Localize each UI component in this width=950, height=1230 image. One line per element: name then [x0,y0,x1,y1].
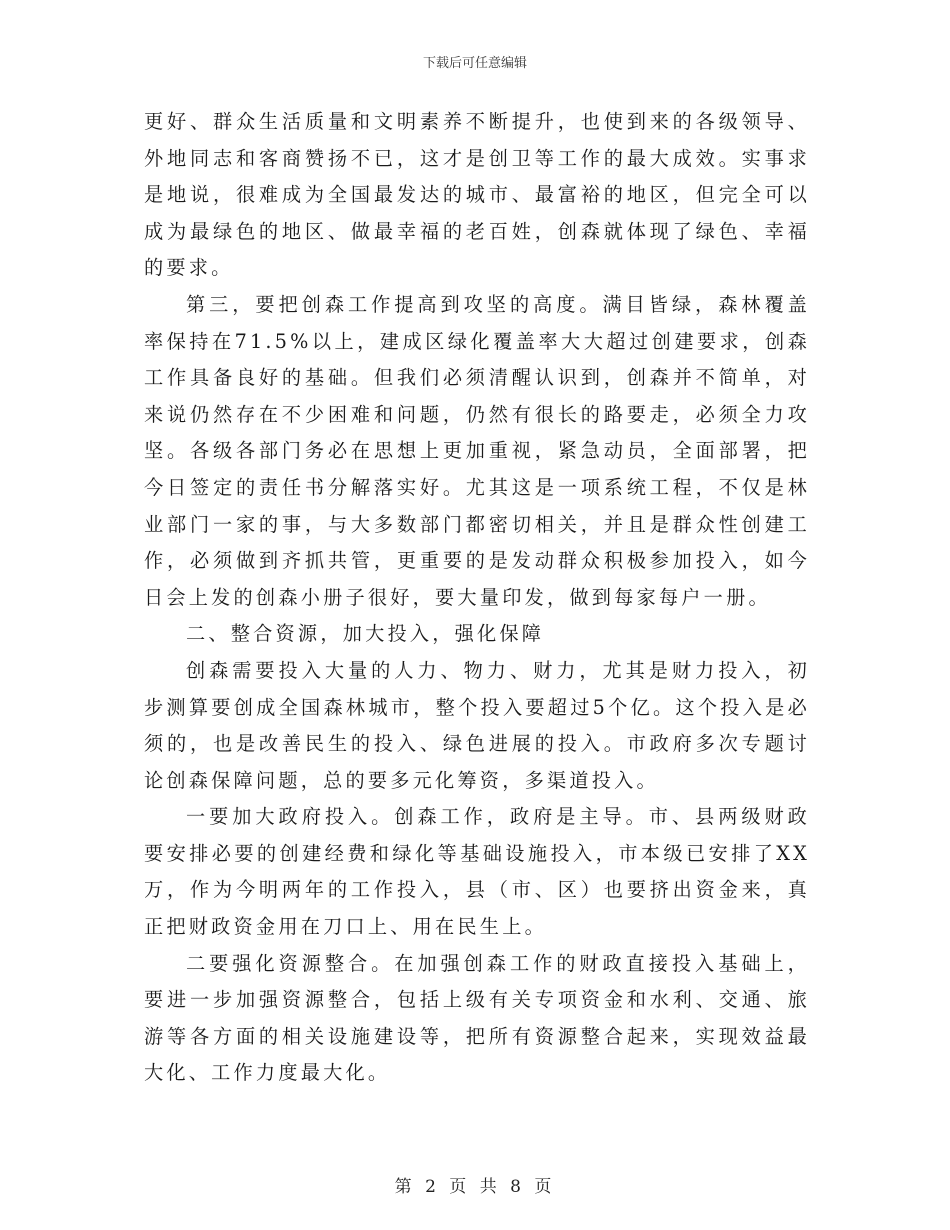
paragraph-1: 更好、群众生活质量和文明素养不断提升，也使到来的各级领导、外地同志和客商赞扬不已，这才是创卫等工作的最大成效。实事求是地说，很难成为全国最发达的城市、最富裕的地区，但完全可以成为最绿色的地区、做最幸福的老百姓，创森就体现了绿色、幸福的要求。 [144,110,810,280]
paragraph-5: 二要强化资源整合。在加强创森工作的财政直接投入基础上，要进一步加强资源整合，包括上级有关专项资金和水利、交通、旅游等各方面的相关设施建设等，把所有资源整合起来，实现效益最大化、工作力度最大化。 [144,951,810,1085]
page-footer: 第 2 页 共 8 页 [394,1177,556,1197]
section-heading: 二、整合资源，加大投入，强化保障 [186,622,545,646]
paragraph-4: 一要加大政府投入。创森工作，政府是主导。市、县两级财政要安排必要的创建经费和绿化等基础设施投入，市本级已安排了XX万，作为今明两年的工作投入，县（市、区）也要挤出资金来，真正把财政资金用在刀口上、用在民生上。 [144,805,810,939]
paragraph-3: 创森需要投入大量的人力、物力、财力，尤其是财力投入，初步测算要创成全国森林城市，整个投入要超过5个亿。这个投入是必须的，也是改善民生的投入、绿色进展的投入。市政府多次专题讨论创森保障问题，总的要多元化筹资，多渠道投入。 [144,658,810,792]
page-header: 下载后可任意编辑 [422,56,527,71]
document-body [144,104,810,1092]
paragraph-2: 第三，要把创森工作提高到攻坚的高度。满目皆绿，森林覆盖率保持在71.5%以上，建成区绿化覆盖率大大超过创建要求，创森工作具备良好的基础。但我们必须清醒认识到，创森并不简单，对来说仍然存在不少困难和问题，仍然有很长的路要走，必须全力攻坚。各级各部门务必在思想上更加重视，紧急动员，全面部署，把今日签定的责任书分解落实好。尤其这是一项系统工程，不仅是林业部门一家的事，与大多数部门都密切相关，并且是群众性创建工作，必须做到齐抓共管，更重要的是发动群众积极参加投入，如今日会上发的创森小册子很好，要大量印发，做到每家每户一册。 [144,292,810,609]
